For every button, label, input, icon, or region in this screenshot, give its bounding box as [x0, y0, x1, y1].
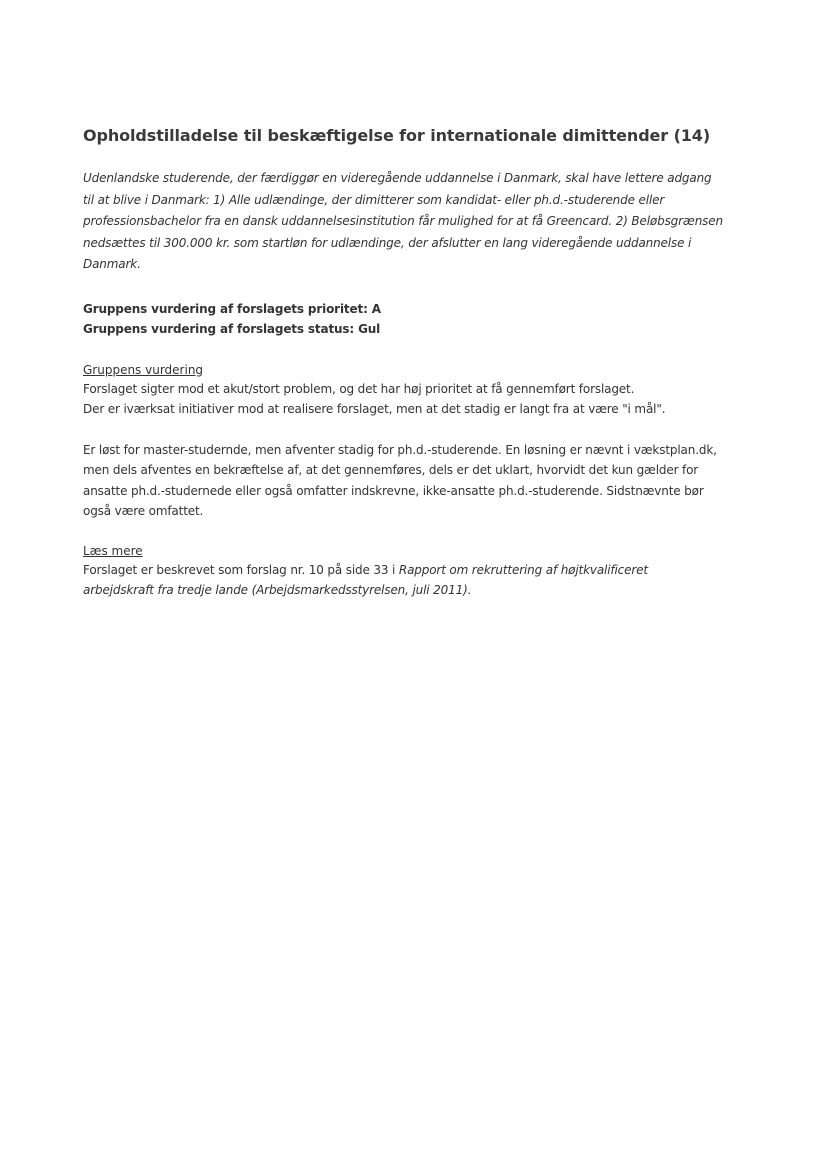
- assessment-line: Forslaget sigter mod et akut/stort problem, og det har høj prioritet at få gennemført forslaget.: [83, 381, 635, 396]
- comment-line: ansatte ph.d.-studernede eller også omfatter indskrevne, ikke-ansatte ph.d.-studerende. Sidstnævnte bør: [83, 483, 704, 498]
- priority-line: Gruppens vurdering af forslagets prioritet: A: [83, 301, 381, 316]
- intro-line: nedsættes til 300.000 kr. som startløn for udlændinge, der afslutter en lang videregående uddannelse i: [83, 235, 692, 250]
- comment-line: men dels afventes en bekræftelse af, at det gennemføres, dels er det uklart, hvorvidt det kun gælder for: [83, 463, 699, 477]
- readmore-line: [83, 560, 733, 580]
- assessment-summary: [83, 299, 733, 339]
- readmore-prefix: Forslaget er beskrevet som forslag nr. 10 på side 33 i: [83, 562, 399, 577]
- intro-line: professionsbachelor fra en dansk uddannelsesinstitution får mulighed for at få Greencard. 2) Beløbsgrænsen: [83, 214, 723, 228]
- assessment-heading: Gruppens vurdering: [83, 362, 204, 377]
- document-page: [83, 126, 733, 600]
- document-title: Opholdstilladelse til beskæftigelse for internationale dimittender (14): [83, 126, 711, 145]
- report-title-part-2: arbejdskraft fra tredje lande (Arbejdsmarkedsstyrelsen, juli 2011).: [83, 582, 472, 597]
- intro-line: Danmark.: [83, 257, 141, 271]
- intro-paragraph: [83, 168, 733, 276]
- intro-line: Udenlandske studerende, der færdiggør en videregående uddannelse i Danmark, skal have lettere adgang: [83, 171, 712, 185]
- readmore-paragraph: [83, 560, 733, 600]
- comment-line: også være omfattet.: [83, 504, 204, 518]
- report-title-part-1: Rapport om rekruttering af højtkvalificeret: [398, 562, 648, 577]
- assessment-paragraph: [83, 379, 733, 420]
- comment-line: Er løst for master-studernde, men afventer stadig for ph.d.-studerende. En løsning er nævnt i vækstplan.dk,: [83, 442, 717, 457]
- comment-paragraph: [83, 440, 733, 522]
- status-line: Gruppens vurdering af forslagets status: Gul: [83, 321, 381, 336]
- assessment-line: Der er iværksat initiativer mod at realisere forslaget, men at det stadig er langt fra at være "i mål".: [83, 402, 666, 416]
- readmore-heading: Læs mere: [83, 543, 143, 558]
- intro-line: til at blive i Danmark: 1) Alle udlændinge, der dimitterer som kandidat- eller ph.d.-studerende eller: [83, 192, 665, 207]
